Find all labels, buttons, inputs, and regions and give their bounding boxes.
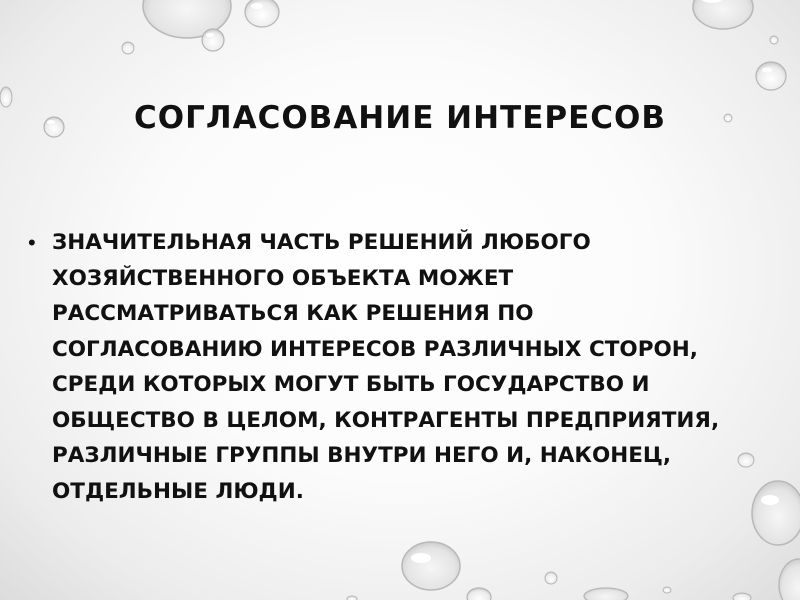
slide-content [26,225,726,509]
slide-title: СОГЛАСОВАНИЕ ИНТЕРЕСОВ [133,100,667,136]
droplet [738,453,754,467]
droplet [202,29,224,51]
droplet [347,596,357,600]
droplet [733,593,751,600]
droplet [693,0,753,29]
droplet [584,588,628,600]
droplet [545,572,557,584]
droplet [122,42,134,54]
droplet [752,481,800,545]
droplet [663,587,671,593]
bullet-item [26,225,726,509]
droplet [770,36,778,44]
bullet-text: ЗНАЧИТЕЛЬНАЯ ЧАСТЬ РЕШЕНИЙ ЛЮБОГО ХОЗЯЙСТВЕННОГО ОБЪЕКТА МОЖЕТ РАССМАТРИВАТЬСЯ КАК РЕШЕНИЯ ПО СОГЛАСОВАНИЮ ИНТЕРЕСОВ РАЗЛИЧНЫХ СТОРОН, СРЕДИ КОТОРЫХ МОГУТ БЫТЬ ГОСУДАРСТВО И ОБЩЕСТВО В ЦЕЛОМ, КОНТРАГЕНТЫ ПРЕДПРИЯТИЯ, РАЗЛИЧНЫЕ ГРУППЫ ВНУТРИ НЕГО И, НАКОНЕЦ, ОТДЕЛЬНЫЕ ЛЮДИ. [52,230,720,504]
droplet [245,0,279,27]
bullet-marker: • [28,230,36,255]
droplet [756,62,786,90]
droplet [467,588,491,600]
droplet [779,559,800,600]
droplet [402,542,460,590]
